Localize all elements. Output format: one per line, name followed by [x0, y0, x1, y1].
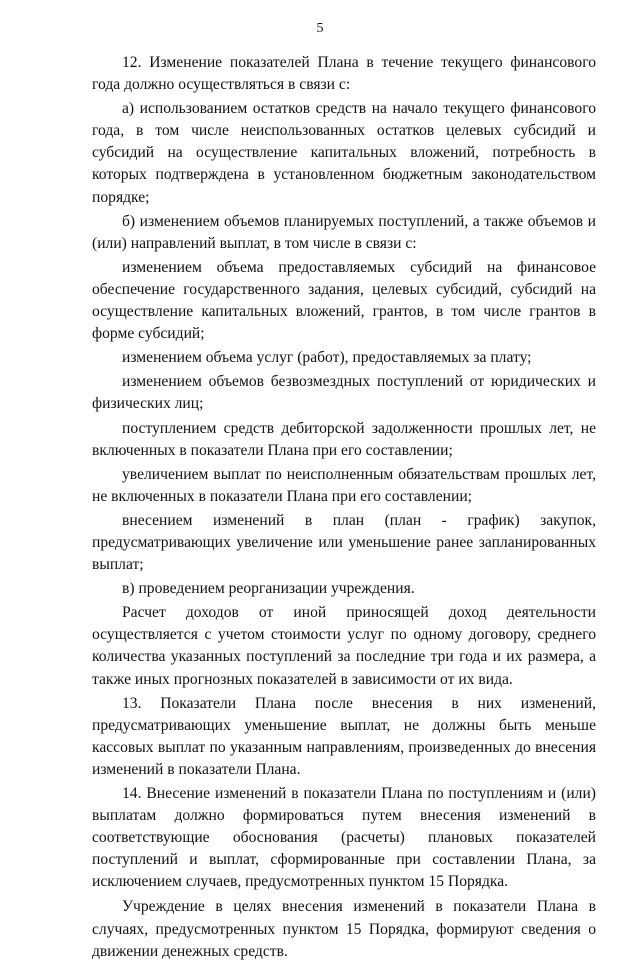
- list-item-paid-services: изменением объема услуг (работ), предоставляемых за плату;: [122, 349, 532, 367]
- paragraph-13: 13. Показатели Плана после внесения в них изменений, предусматривающих уменьшение выплат, не должны быть меньше кассовых выплат по указанным направлениям, произведенных до внесения изменений в показатели Плана.: [92, 694, 596, 778]
- paragraph-12c: в) проведением реорганизации учреждения.: [122, 580, 415, 598]
- list-item-receivables: поступлением средств дебиторской задолженности прошлых лет, не включенных в показатели Плана при его составлении;: [92, 419, 596, 459]
- paragraph-12b: б) изменением объемов планируемых поступлений, а также объемов и (или) направлений выплат, в том числе в связи с:: [92, 212, 596, 252]
- page-number: 5: [316, 21, 324, 36]
- list-item-procurement-plan: внесением изменений в план (план - график) закупок, предусматривающих увеличение или уменьшение ранее запланированных выплат;: [92, 511, 596, 574]
- paragraph-12a: а) использованием остатков средств на начало текущего финансового года, в том числе неиспользованных остатков целевых субсидий и субсидий на осуществление капитальных вложений, потребность в которых подтверждена в установленном бюджетным законодательством порядке;: [92, 100, 596, 206]
- paragraph-institution-cashflow: Учреждение в целях внесения изменений в показатели Плана в случаях, предусмотренных пунктом 15 Порядка, формируют сведения о движении денежных средств.: [92, 898, 596, 960]
- paragraph-14: 14. Внесение изменений в показатели Плана по поступлениям и (или) выплатам должно формироваться путем внесения изменений в соответствующие обоснования (расчеты) плановых показателей поступлений и выплат, сформированные при составлении Плана, за исключением случаев, предусмотренных пунктом 15 Порядка.: [92, 785, 596, 891]
- list-item-unfulfilled-obligations: увеличением выплат по неисполненным обязательствам прошлых лет, не включенных в показатели Плана при его составлении;: [92, 465, 596, 505]
- document-body: [92, 52, 596, 963]
- list-item-subsidies: изменением объема предоставляемых субсидий на финансовое обеспечение государственного задания, целевых субсидий, субсидий на осуществление капитальных вложений, грантов, в том числе грантов в форме субсидий;: [92, 258, 596, 343]
- paragraph-12-heading: 12. Изменение показателей Плана в течение текущего финансового года должно осуществляться в связи с:: [92, 54, 596, 94]
- list-item-gratuitous-receipts: изменением объемов безвозмездных поступлений от юридических и физических лиц;: [92, 373, 596, 413]
- paragraph-income-calculation: Расчет доходов от иной приносящей доход деятельности осуществляется с учетом стоимости услуг по одному договору, среднего количества указанных поступлений за последние три года и их размера, а также иных прогнозных показателей в зависимости от их вида.: [92, 604, 596, 688]
